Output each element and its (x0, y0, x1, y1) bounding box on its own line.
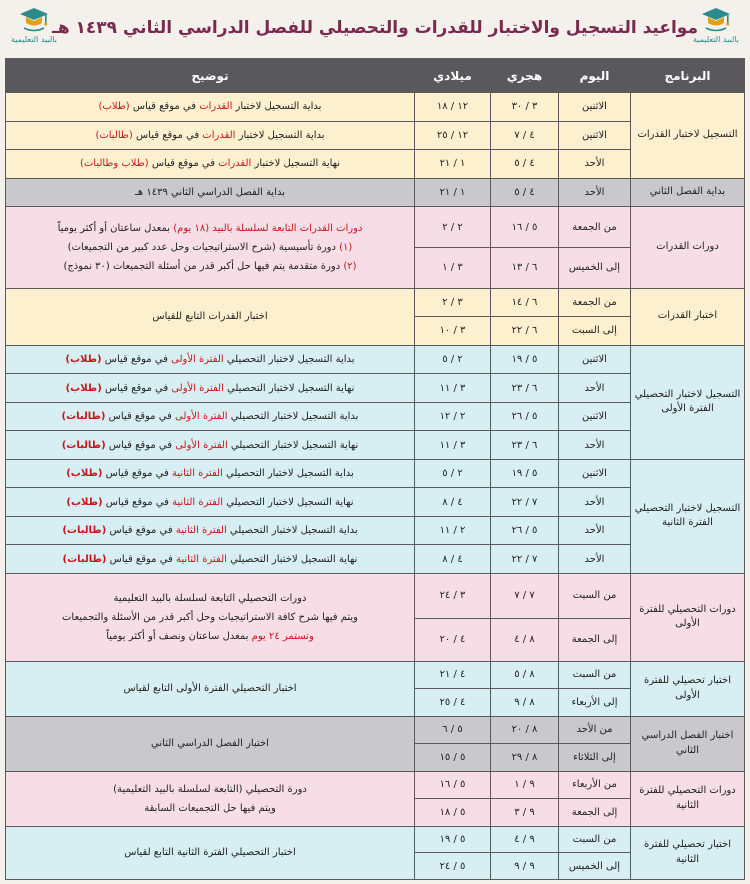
hijri-cell: ٨ / ٥ (491, 661, 559, 689)
description-cell: بداية الفصل الدراسي الثاني ١٤٣٩ هـ (6, 178, 415, 207)
hijri-cell: ٩ / ٩ (491, 853, 559, 880)
description-cell: بداية التسجيل لاختبار التحصيلي الفترة الثانية في موقع قياس (طالبات) (6, 516, 415, 545)
description-cell: بداية التسجيل لاختبار التحصيلي الفترة الثانية في موقع قياس (طلاب) (6, 459, 415, 488)
hijri-cell: ٩ / ٤ (491, 826, 559, 853)
hijri-cell: ٧ / ٢٢ (491, 545, 559, 574)
gregorian-cell: ٣ / ١١ (415, 431, 491, 460)
description-cell: بداية التسجيل لاختبار القدرات في موقع قياس (طلاب) (6, 93, 415, 122)
column-header-hijri: هجري (491, 59, 559, 93)
day-cell: الأحد (559, 150, 631, 179)
description-cell: نهاية التسجيل لاختبار التحصيلي الفترة الأولى في موقع قياس (طالبات) (6, 431, 415, 460)
gregorian-cell: ٤ / ٢٥ (415, 689, 491, 717)
graduation-cap-logo-icon (700, 6, 732, 34)
gregorian-cell: ١ / ٢١ (415, 150, 491, 179)
gregorian-cell: ٥ / ٦ (415, 716, 491, 744)
gregorian-cell: ١ / ٢١ (415, 178, 491, 207)
table-row (6, 661, 745, 689)
description-cell: اختبار القدرات التابع للقياس (6, 288, 415, 345)
hijri-cell: ٩ / ٣ (491, 799, 559, 827)
gregorian-cell: ٣ / ١٠ (415, 317, 491, 346)
description-cell: بداية التسجيل لاختبار القدرات في موقع قياس (طالبات) (6, 121, 415, 150)
page-title: مواعيد التسجيل والاختبار للقدرات والتحصيلي للفصل الدراسي الثاني ١٤٣٩ هـ (52, 18, 698, 38)
program-cell: التسجيل لاختبار القدرات (631, 93, 745, 179)
description-cell: نهاية التسجيل لاختبار التحصيلي الفترة الثانية في موقع قياس (طالبات) (6, 545, 415, 574)
table-row (6, 771, 745, 799)
table-row (6, 459, 745, 488)
hijri-cell: ٥ / ١٩ (491, 459, 559, 488)
day-cell: إلى الأربعاء (559, 689, 631, 717)
hijri-cell: ٥ / ٢٦ (491, 402, 559, 431)
gregorian-cell: ٢ / ١١ (415, 516, 491, 545)
description-cell: دورات التحصيلي التابعة لسلسلة بالبيد التعليمية ويتم فيها شرح كافة الاستراتيجيات وحل أكبر قدر من الأسئلة والتجميعات وتستمر ٢٤ يوم بمعدل ساعتان ونصف أو أكثر يومياً (6, 573, 415, 661)
hijri-cell: ٩ / ١ (491, 771, 559, 799)
day-cell: إلى الجمعة (559, 618, 631, 661)
program-cell: التسجيل لاختبار التحصيلي الفترة الأولى (631, 345, 745, 459)
hijri-cell: ٨ / ٤ (491, 618, 559, 661)
program-cell: دورات التحصيلي للفترة الأولى (631, 573, 745, 661)
day-cell: من السبت (559, 661, 631, 689)
hijri-cell: ٤ / ٧ (491, 121, 559, 150)
day-cell: إلى الخميس (559, 247, 631, 288)
table-row (6, 178, 745, 207)
gregorian-cell: ١٢ / ٢٥ (415, 121, 491, 150)
program-cell: اختبار الفصل الدراسي الثاني (631, 716, 745, 771)
hijri-cell: ٨ / ٢٠ (491, 716, 559, 744)
graduation-cap-logo-icon (18, 6, 50, 34)
schedule-table (5, 58, 745, 880)
gregorian-cell: ٢ / ٥ (415, 345, 491, 374)
hijri-cell: ٨ / ٢٩ (491, 744, 559, 772)
table-row (6, 716, 745, 744)
description-cell: نهاية التسجيل لاختبار القدرات في موقع قياس (طلاب وطالبات) (6, 150, 415, 179)
gregorian-cell: ٤ / ٢٠ (415, 618, 491, 661)
logo-right (690, 6, 742, 52)
table-row (6, 345, 745, 374)
hijri-cell: ٦ / ١٤ (491, 288, 559, 317)
day-cell: الاثنين (559, 459, 631, 488)
hijri-cell: ٦ / ١٣ (491, 247, 559, 288)
hijri-cell: ٦ / ٢٢ (491, 317, 559, 346)
gregorian-cell: ٥ / ١٥ (415, 744, 491, 772)
gregorian-cell: ٣ / ٢٤ (415, 573, 491, 618)
program-cell: دورات التحصيلي للفترة الثانية (631, 771, 745, 826)
description-cell: بداية التسجيل لاختبار التحصيلي الفترة الأولى في موقع قياس (طالبات) (6, 402, 415, 431)
column-header-program: البرنامج (631, 59, 745, 93)
day-cell: إلى الخميس (559, 853, 631, 880)
column-header-description: توضيح (6, 59, 415, 93)
hijri-cell: ٦ / ٢٣ (491, 431, 559, 460)
hijri-cell: ٥ / ١٦ (491, 207, 559, 248)
hijri-cell: ٤ / ٥ (491, 178, 559, 207)
description-cell: نهاية التسجيل لاختبار التحصيلي الفترة الثانية في موقع قياس (طلاب) (6, 488, 415, 517)
hijri-cell: ٦ / ٢٣ (491, 374, 559, 403)
gregorian-cell: ٥ / ١٨ (415, 799, 491, 827)
table-row (6, 826, 745, 853)
hijri-cell: ٤ / ٥ (491, 150, 559, 179)
description-cell: دورات القدرات التابعة لسلسلة بالبيد (١٨ يوم) بمعدل ساعتان أو أكثر يومياً (١) دورة تأسيسية (شرح الاستراتيجيات وحل عدد كبير من التجميعات) (٢) دورة متقدمة يتم فيها حل أكبر قدر من أسئلة التجميعات (٣٠ نموذج) (6, 207, 415, 289)
table-row (6, 207, 745, 248)
gregorian-cell: ٤ / ٨ (415, 545, 491, 574)
table-row (6, 93, 745, 122)
day-cell: من السبت (559, 826, 631, 853)
hijri-cell: ٣ / ٣٠ (491, 93, 559, 122)
day-cell: الاثنين (559, 121, 631, 150)
day-cell: من الأربعاء (559, 771, 631, 799)
program-cell: بداية الفصل الثاني (631, 178, 745, 207)
table-row (6, 573, 745, 618)
gregorian-cell: ١٢ / ١٨ (415, 93, 491, 122)
day-cell: الأحد (559, 516, 631, 545)
description-cell: دورة التحصيلي (التابعة لسلسلة بالبيد التعليمية) ويتم فيها حل التجميعات السابقة (6, 771, 415, 826)
program-cell: دورات القدرات (631, 207, 745, 289)
day-cell: إلى السبت (559, 317, 631, 346)
table-header-row (6, 59, 745, 93)
program-cell: اختبار تحصيلي للفترة الأولى (631, 661, 745, 716)
day-cell: من الجمعة (559, 207, 631, 248)
description-cell: اختبار التحصيلي الفترة الثانية التابع لقياس (6, 826, 415, 879)
gregorian-cell: ٣ / ١١ (415, 374, 491, 403)
gregorian-cell: ٥ / ١٦ (415, 771, 491, 799)
gregorian-cell: ٢ / ١٢ (415, 402, 491, 431)
logo-text-left: بالبيد التعليمية (11, 35, 57, 44)
day-cell: من السبت (559, 573, 631, 618)
day-cell: إلى الثلاثاء (559, 744, 631, 772)
program-cell: اختبار تحصيلي للفترة الثانية (631, 826, 745, 879)
day-cell: الأحد (559, 178, 631, 207)
hijri-cell: ٨ / ٩ (491, 689, 559, 717)
description-cell: نهاية التسجيل لاختبار التحصيلي الفترة الأولى في موقع قياس (طلاب) (6, 374, 415, 403)
day-cell: من الجمعة (559, 288, 631, 317)
logo-left (8, 6, 60, 52)
description-cell: اختبار التحصيلي الفترة الأولى التابع لقياس (6, 661, 415, 716)
column-header-day: اليوم (559, 59, 631, 93)
hijri-cell: ٧ / ٧ (491, 573, 559, 618)
program-cell: اختبار القدرات (631, 288, 745, 345)
header (0, 0, 750, 56)
gregorian-cell: ٣ / ٢ (415, 288, 491, 317)
program-cell: التسجيل لاختبار التحصيلي الفترة الثانية (631, 459, 745, 573)
day-cell: الأحد (559, 374, 631, 403)
hijri-cell: ٥ / ٢٦ (491, 516, 559, 545)
gregorian-cell: ٥ / ١٩ (415, 826, 491, 853)
day-cell: الاثنين (559, 93, 631, 122)
day-cell: الاثنين (559, 345, 631, 374)
gregorian-cell: ٥ / ٢٤ (415, 853, 491, 880)
table-row (6, 288, 745, 317)
day-cell: الاثنين (559, 402, 631, 431)
gregorian-cell: ٢ / ٥ (415, 459, 491, 488)
hijri-cell: ٧ / ٢٢ (491, 488, 559, 517)
description-cell: بداية التسجيل لاختبار التحصيلي الفترة الأولى في موقع قياس (طلاب) (6, 345, 415, 374)
gregorian-cell: ٤ / ٢١ (415, 661, 491, 689)
day-cell: من الأحد (559, 716, 631, 744)
hijri-cell: ٥ / ١٩ (491, 345, 559, 374)
day-cell: إلى الجمعة (559, 799, 631, 827)
column-header-gregorian: ميلادي (415, 59, 491, 93)
gregorian-cell: ٤ / ٨ (415, 488, 491, 517)
gregorian-cell: ٢ / ٢ (415, 207, 491, 248)
day-cell: الأحد (559, 488, 631, 517)
description-cell: اختبار الفصل الدراسي الثاني (6, 716, 415, 771)
logo-text-right: بالبيد التعليمية (693, 35, 739, 44)
gregorian-cell: ٣ / ١ (415, 247, 491, 288)
day-cell: الأحد (559, 431, 631, 460)
day-cell: الأحد (559, 545, 631, 574)
